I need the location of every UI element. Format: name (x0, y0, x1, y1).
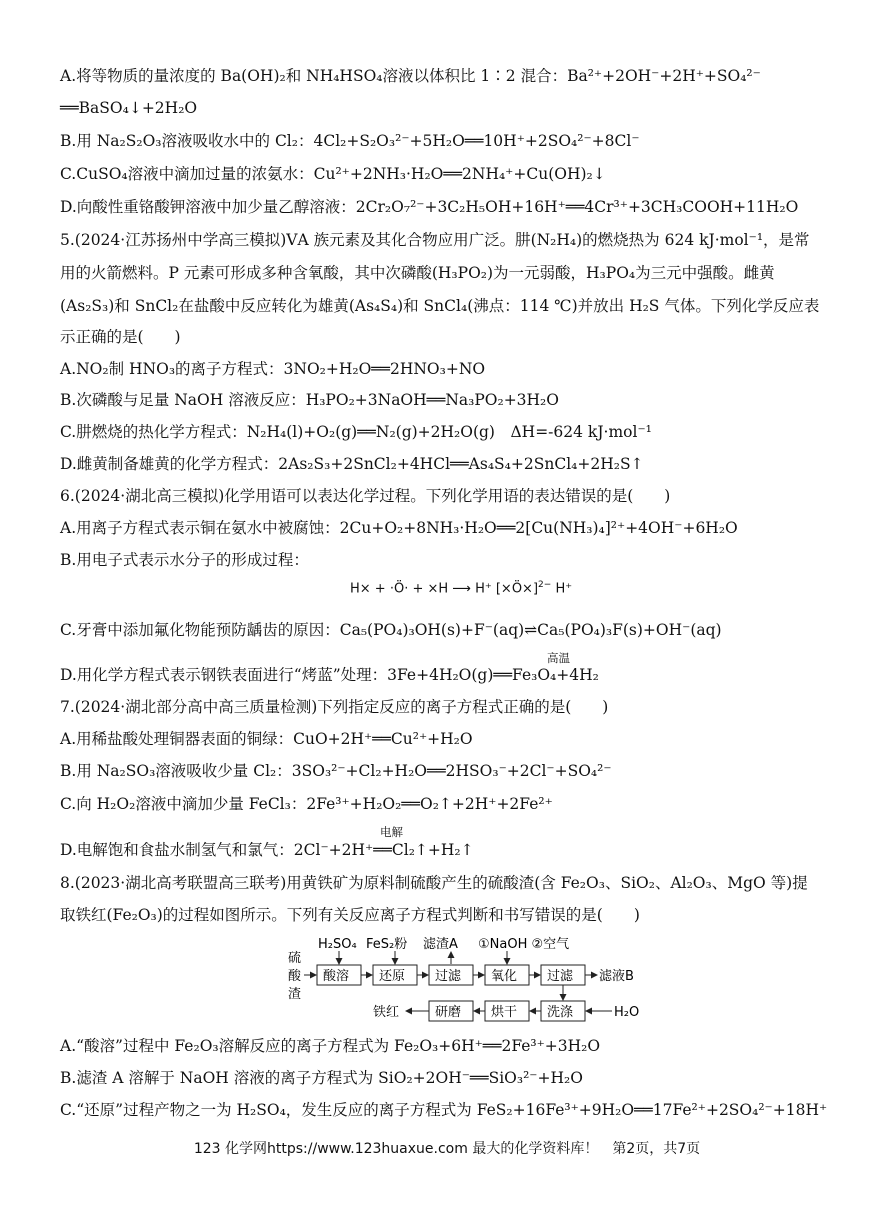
flow-product: 铁红 (373, 1005, 400, 1020)
text-line: B.用 Na₂SO₃溶液吸收少量 Cl₂：3SO₃²⁻+Cl₂+H₂O══2HSO₃⁻+2Cl⁻+SO₄²⁻ (60, 762, 612, 780)
flow-label: 氧化 (491, 969, 518, 984)
text-line: B.用电子式表示水分子的形成过程： (60, 551, 309, 569)
flow-label: 酸溶 (323, 969, 350, 984)
reaction-arrow: ⟶ (452, 581, 471, 597)
text-line: C.“还原”过程产物之一为 H₂SO₄，发生反应的离子方程式为 FeS₂+16Fe³⁺+9H₂O══17Fe²⁺+2SO₄²⁻+18H⁺ (60, 1101, 828, 1119)
text-line: ══BaSO₄↓+2H₂O (60, 99, 198, 117)
text-line: 7.(2024·湖北部分高中高三质量检测)下列指定反应的离子方程式正确的是( ) (60, 698, 609, 716)
text-line: A.将等物质的量浓度的 Ba(OH)₂和 NH₄HSO₄溶液以体积比 1∶2 混合：Ba²⁺+2OH⁻+2H⁺+SO₄²⁻ (60, 67, 761, 85)
flow-start-char: 渣 (288, 987, 302, 1002)
flow-start-char: 酸 (288, 969, 302, 984)
electron-formula-h2: H⁺ (555, 581, 573, 597)
text-line: C.牙膏中添加氟化物能预防龋齿的原因：Ca₅(PO₄)₃OH(s)+F⁻(aq)⇌Ca₅(PO₄)₃F(s)+OH⁻(aq) (60, 621, 722, 639)
flow-filtrate-b: 滤液B (599, 969, 634, 984)
condition-electrolysis: 电解 (380, 825, 403, 839)
flow-label: 过滤 (547, 969, 574, 984)
electron-formula (350, 580, 572, 596)
electron-formula-center: [×Ö×] (495, 581, 539, 597)
electron-formula-h1: H⁺ (475, 581, 492, 597)
text-line: D.雌黄制备雄黄的化学方程式：2As₂S₃+2SnCl₂+4HCl══As₄S₄+2SnCl₄+2H₂S↑ (60, 455, 644, 473)
text-line: 取铁红(Fe₂O₃)的过程如图所示。下列有关反应离子方程式判断和书写错误的是( ) (60, 906, 640, 924)
flow-reagent: FeS₂粉 (366, 937, 408, 952)
text-line: (As₂S₃)和 SnCl₂在盐酸中反应转化为雄黄(As₄S₄)和 SnCl₄(沸点：114 ℃)并放出 H₂S 气体。下列化学反应表 (60, 297, 820, 315)
text-line: A.用稀盐酸处理铜器表面的铜绿：CuO+2H⁺══Cu²⁺+H₂O (60, 730, 473, 748)
text-line: D.向酸性重铬酸钾溶液中加少量乙醇溶液：2Cr₂O₇²⁻+3C₂H₅OH+16H⁺══4Cr³⁺+3CH₃COOH+11H₂O (60, 198, 799, 216)
text-line: 用的火箭燃料。P 元素可形成多种含氧酸，其中次磷酸(H₃PO₂)为一元弱酸，H₃PO₄为三元中强酸。雌黄 (60, 264, 775, 282)
flow-reagent: 滤渣A (423, 937, 458, 952)
text-line: 8.(2023·湖北高考联盟高三联考)用黄铁矿为原料制硫酸产生的硫酸渣(含 Fe₂O₃、SiO₂、Al₂O₃、MgO 等)提 (60, 874, 808, 892)
text-line: 5.(2024·江苏扬州中学高三模拟)ⅤA 族元素及其化合物应用广泛。肼(N₂H₄)的燃烧热为 624 kJ·mol⁻¹，是常 (60, 231, 810, 249)
flow-label: 洗涤 (547, 1005, 574, 1020)
text-line: A.用离子方程式表示铜在氨水中被腐蚀：2Cu+O₂+8NH₃·H₂O══2[Cu(NH₃)₄]²⁺+4OH⁻+6H₂O (60, 519, 738, 537)
text-line: 6.(2024·湖北高三模拟)化学用语可以表达化学过程。下列化学用语的表达错误的是( ) (60, 487, 671, 505)
electron-formula-left: H× + ·Ö· + ×H (350, 581, 449, 597)
text-line: C.肼燃烧的热化学方程式：N₂H₄(l)+O₂(g)══N₂(g)+2H₂O(g) ΔH=-624 kJ·mol⁻¹ (60, 423, 652, 441)
text-line: A.NO₂制 HNO₃的离子方程式：3NO₂+H₂O══2HNO₃+NO (60, 360, 486, 378)
electron-formula-charge: 2− (538, 580, 552, 590)
text-line: D.用化学方程式表示钢铁表面进行“烤蓝”处理：3Fe+4H₂O(g)══Fe₃O₄+4H₂ (60, 666, 599, 684)
text-line: B.次磷酸与足量 NaOH 溶液反应：H₃PO₂+3NaOH══Na₃PO₂+3H₂O (60, 391, 559, 409)
flow-water: H₂O (614, 1005, 640, 1020)
text-line: A.“酸溶”过程中 Fe₂O₃溶解反应的离子方程式为 Fe₂O₃+6H⁺══2Fe³⁺+3H₂O (60, 1037, 601, 1055)
flow-label: 研磨 (435, 1005, 462, 1020)
text-line: B.用 Na₂S₂O₃溶液吸收水中的 Cl₂：4Cl₂+S₂O₃²⁻+5H₂O══10H⁺+2SO₄²⁻+8Cl⁻ (60, 132, 640, 150)
condition-high-temp: 高温 (547, 651, 570, 665)
text-line: 示正确的是( ) (60, 328, 181, 346)
page-footer: 123 化学网https://www.123huaxue.com 最大的化学资料库！ 第2页，共7页 (193, 1141, 701, 1157)
text-line: B.滤渣 A 溶解于 NaOH 溶液的离子方程式为 SiO₂+2OH⁻══SiO₃²⁻+H₂O (60, 1069, 583, 1087)
flow-start-char: 硫 (288, 951, 302, 966)
process-flowchart (0, 930, 894, 1030)
flow-label: 还原 (379, 969, 406, 984)
text-line: D.电解饱和食盐水制氢气和氯气：2Cl⁻+2H⁺══Cl₂↑+H₂↑ (60, 841, 474, 859)
flow-reagent: H₂SO₄ (318, 937, 357, 952)
flow-label: 过滤 (435, 969, 462, 984)
flow-reagent: ①NaOH ②空气 (478, 937, 570, 952)
flow-label: 烘干 (491, 1005, 518, 1020)
text-line: C.向 H₂O₂溶液中滴加少量 FeCl₃：2Fe³⁺+H₂O₂══O₂↑+2H⁺+2Fe²⁺ (60, 795, 553, 813)
text-line: C.CuSO₄溶液中滴加过量的浓氨水：Cu²⁺+2NH₃·H₂O══2NH₄⁺+Cu(OH)₂↓ (60, 165, 606, 183)
